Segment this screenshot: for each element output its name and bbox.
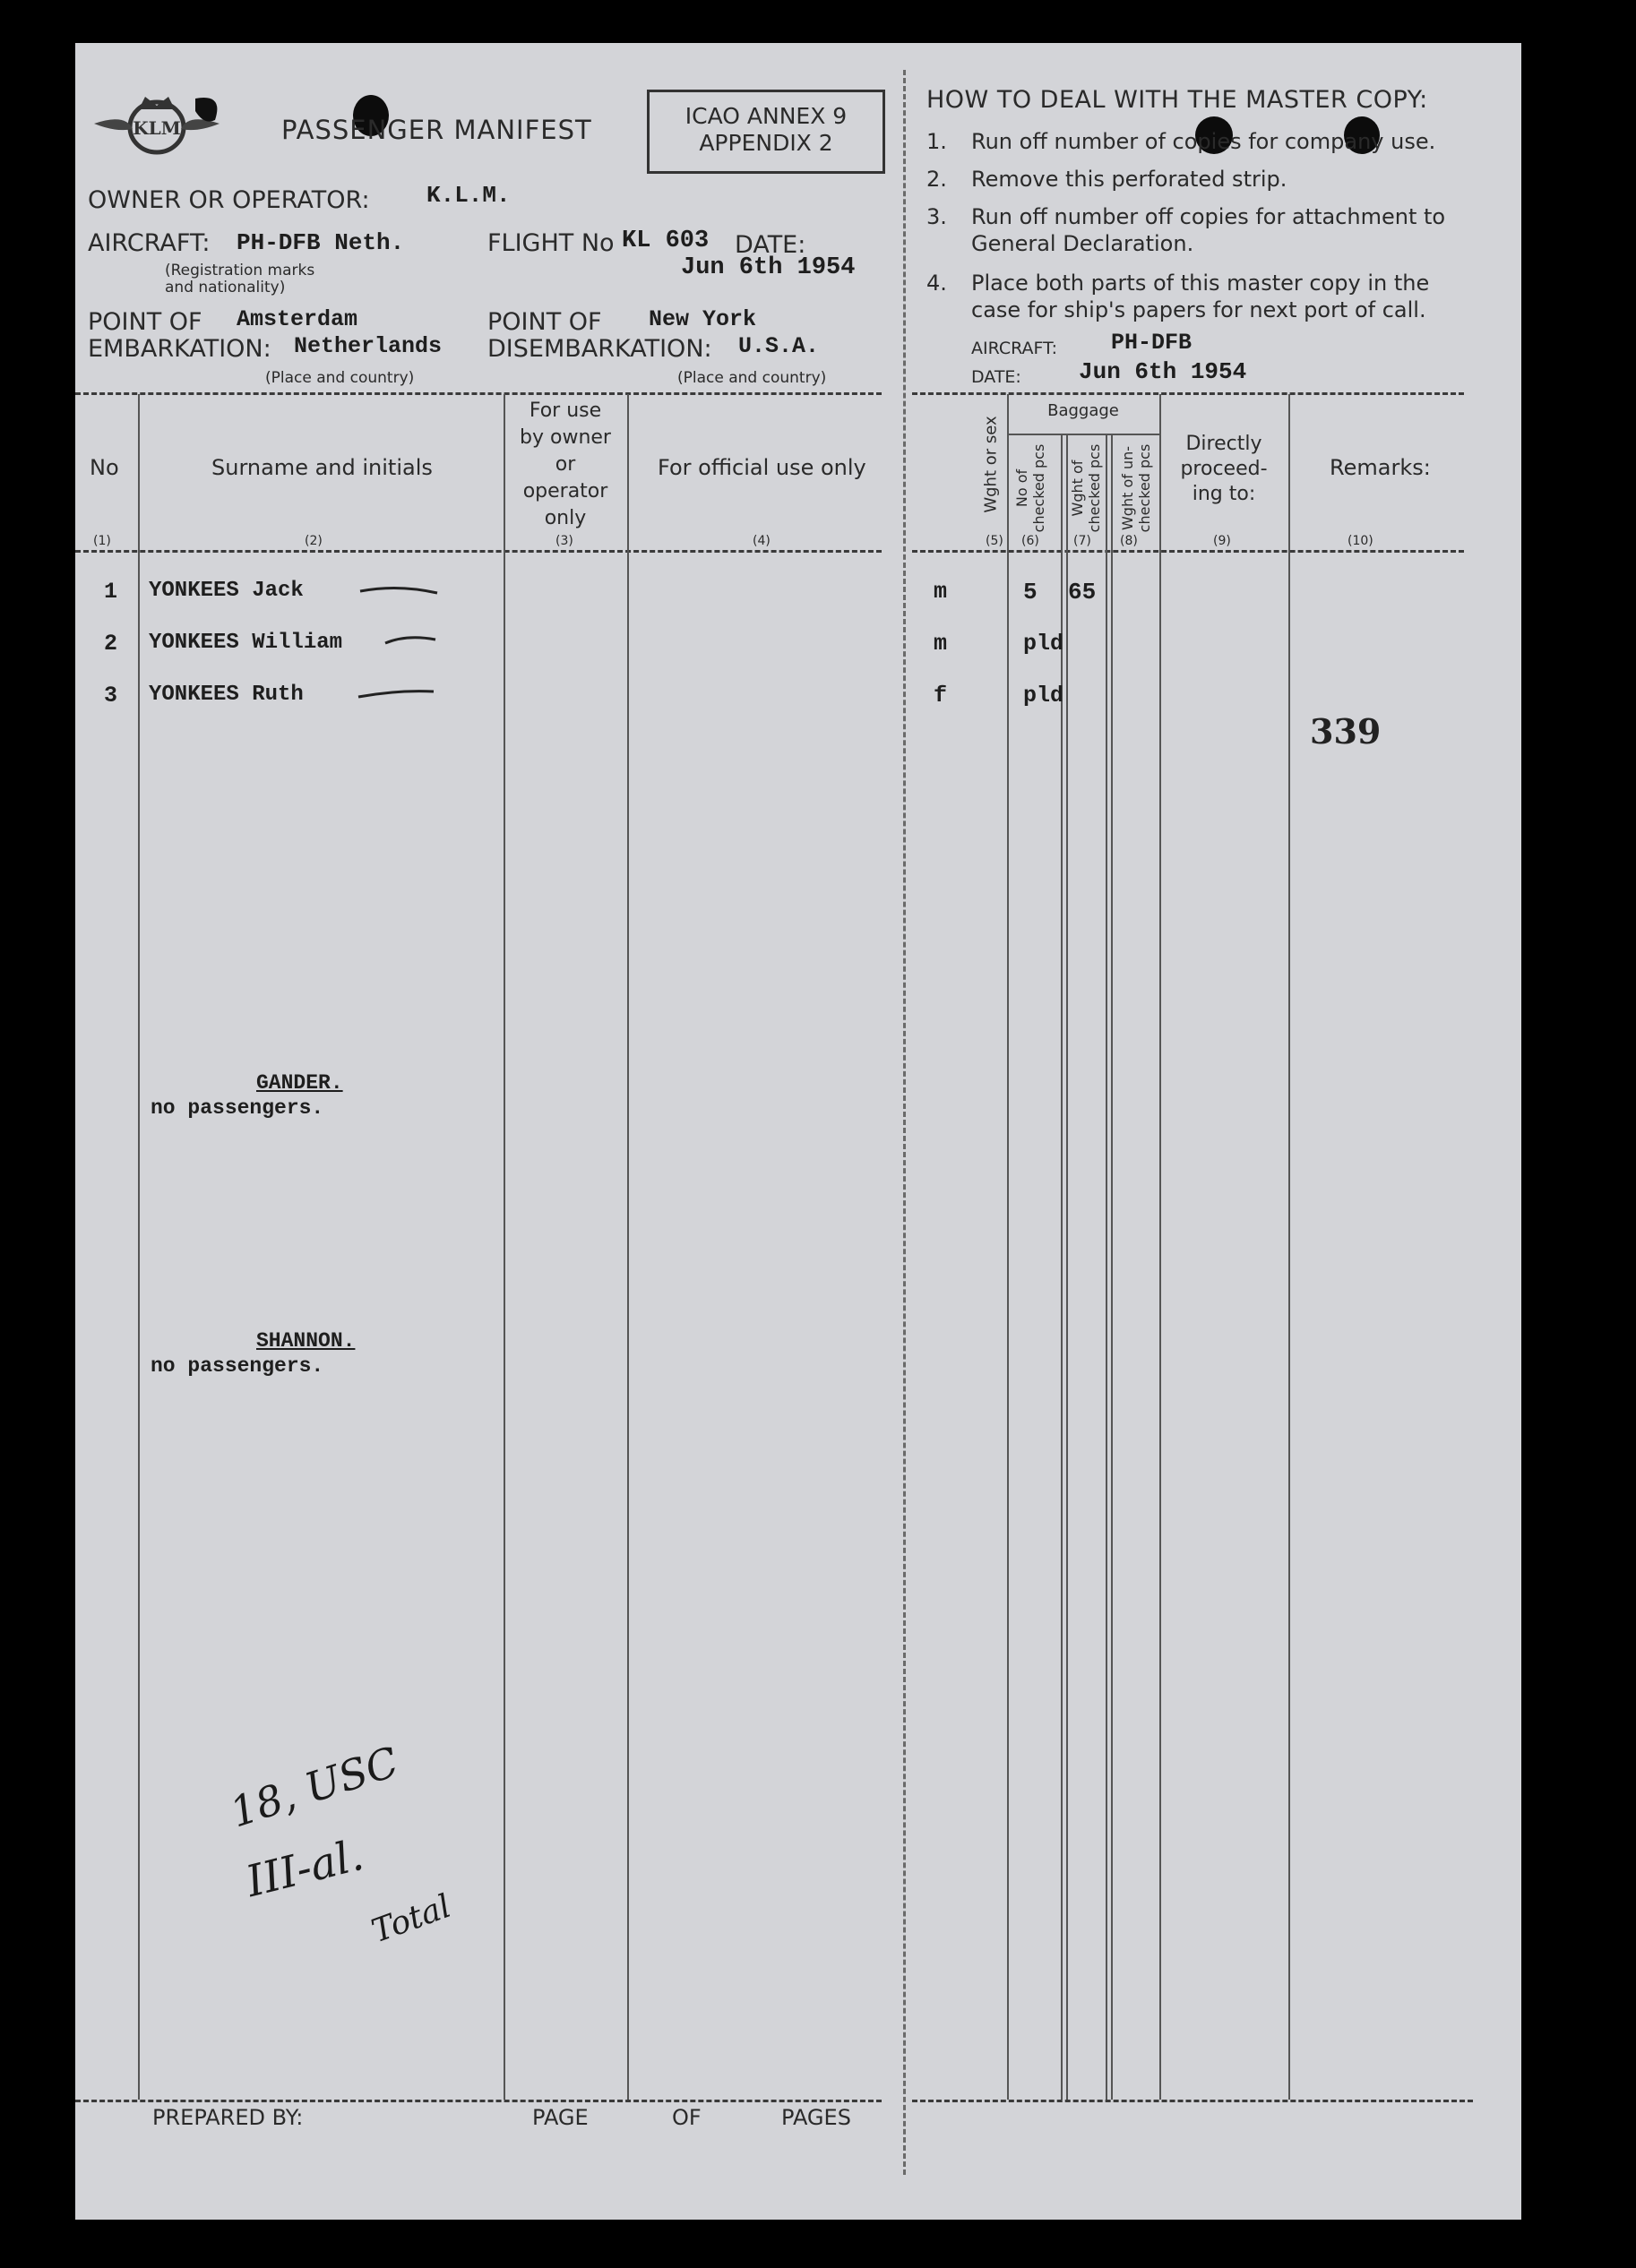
stop-note: no passengers.: [151, 1096, 324, 1120]
master-aircraft-value: PH-DFB: [1111, 330, 1193, 356]
col-number: (1): [93, 534, 111, 548]
col-owner-line: only: [544, 507, 587, 529]
handwritten-note: III-al.: [241, 1829, 369, 1908]
col-number: (3): [555, 534, 573, 548]
header-bottom-rule: [75, 550, 882, 553]
of-label: OF: [672, 2105, 702, 2130]
row-weight: 65: [1068, 579, 1097, 606]
col-directly-line: Directly: [1185, 433, 1262, 455]
row-no: 1: [104, 579, 118, 605]
col-wght-checked-line: Wght of: [1069, 460, 1086, 517]
disembarkation-country: U.S.A.: [738, 333, 820, 359]
col-owner-line: by owner: [520, 426, 611, 449]
prepared-by-label: PREPARED BY:: [152, 2105, 304, 2130]
disembarkation-label: DISEMBARKATION:: [487, 335, 712, 363]
embarkation-city: Amsterdam: [237, 306, 358, 332]
column-divider: [1159, 394, 1161, 2100]
row-sex: m: [934, 579, 948, 605]
col-weight-sex: Wght or sex: [981, 416, 1001, 513]
col-checked-line: checked pcs: [1030, 443, 1047, 533]
flight-value: KL 603: [622, 228, 710, 254]
col-directly-line: ing to:: [1192, 483, 1256, 505]
col-wght-unchecked: [1119, 434, 1153, 542]
col-baggage: Baggage: [1047, 401, 1119, 420]
manifest-page: [75, 43, 1521, 2220]
row-sex: f: [934, 683, 948, 709]
aircraft-note: and nationality): [165, 279, 286, 296]
row-checked-pcs: pld: [1023, 683, 1064, 709]
column-divider: [627, 394, 629, 2100]
handwritten-note: Total: [366, 1887, 456, 1951]
col-number: (5): [986, 534, 1003, 548]
owner-label: OWNER OR OPERATOR:: [88, 186, 370, 214]
date-label: DATE:: [735, 231, 806, 259]
stop-note: no passengers.: [151, 1354, 324, 1378]
stamp-number: 339: [1310, 711, 1382, 752]
place-note: (Place and country): [677, 369, 827, 387]
row-name: YONKEES Jack: [149, 579, 304, 603]
pages-label: PAGES: [781, 2105, 851, 2130]
col-number: (9): [1213, 534, 1231, 548]
svg-text:KLM: KLM: [133, 117, 181, 139]
col-official: For official use only: [658, 455, 866, 480]
aircraft-note: (Registration marks: [165, 262, 315, 279]
embarkation-country: Netherlands: [294, 333, 443, 359]
icao-annex-box: [647, 90, 885, 174]
column-divider: [1066, 434, 1068, 2100]
disembarkation-label: POINT OF: [487, 308, 602, 336]
col-number: (4): [753, 534, 771, 548]
col-owner-line: For use: [529, 399, 602, 422]
instruction-num: 2.: [926, 167, 947, 192]
col-remarks: Remarks:: [1330, 455, 1431, 480]
instruction-text: Run off number off copies for attachment to: [971, 204, 1446, 229]
column-divider: [138, 394, 140, 2100]
owner-value: K.L.M.: [426, 182, 511, 209]
col-wght-unchecked-line: checked pcs: [1136, 443, 1153, 533]
col-number: (6): [1021, 534, 1039, 548]
instructions-heading: HOW TO DEAL WITH THE MASTER COPY:: [926, 86, 1428, 114]
master-date-label: DATE:: [971, 367, 1021, 387]
stop-name: GANDER.: [256, 1071, 343, 1095]
col-number: (2): [305, 534, 323, 548]
column-divider: [1106, 434, 1107, 2100]
row-no: 2: [104, 631, 118, 657]
table-top-rule: [75, 392, 882, 395]
row-checked-pcs: 5: [1023, 579, 1038, 606]
column-divider: [1111, 434, 1113, 2100]
col-number: (7): [1073, 534, 1091, 548]
handwritten-note: 18, USC: [224, 1737, 404, 1837]
footer-rule: [912, 2100, 1473, 2102]
col-wght-checked: [1069, 434, 1103, 542]
col-number: (10): [1348, 534, 1373, 548]
col-wght-unchecked-line: Wght of un-: [1119, 445, 1136, 531]
instruction-text: Remove this perforated strip.: [971, 167, 1287, 192]
header-bottom-rule: [912, 550, 1464, 553]
col-wght-checked-line: checked pcs: [1086, 443, 1103, 533]
instruction-num: 3.: [926, 204, 947, 229]
instruction-text: General Declaration.: [971, 231, 1194, 256]
date-value: Jun 6th 1954: [681, 254, 856, 281]
col-owner-use: [504, 398, 627, 532]
instruction-text: case for ship's papers for next port of call.: [971, 297, 1426, 322]
col-directly: [1159, 432, 1288, 507]
embarkation-label: POINT OF: [88, 308, 202, 336]
instruction-text: Run off number of copies for company use.: [971, 129, 1436, 154]
column-divider: [1007, 394, 1009, 2100]
col-owner-line: operator: [522, 480, 608, 503]
col-number: (8): [1120, 534, 1138, 548]
master-aircraft-label: AIRCRAFT:: [971, 339, 1058, 358]
footer-rule: [75, 2100, 882, 2102]
col-checked-pcs: [1013, 434, 1047, 542]
row-name: YONKEES William: [149, 631, 343, 655]
flight-label: FLIGHT No: [487, 229, 615, 257]
stop-name: SHANNON.: [256, 1329, 356, 1353]
instruction-text: Place both parts of this master copy in the: [971, 271, 1430, 296]
form-title: PASSENGER MANIFEST: [281, 115, 592, 145]
place-note: (Place and country): [265, 369, 415, 387]
column-divider: [504, 394, 505, 2100]
instruction-num: 1.: [926, 129, 947, 154]
klm-crown-logo: [90, 93, 224, 156]
row-sex: m: [934, 631, 948, 657]
col-no: No: [90, 455, 119, 480]
aircraft-value: PH-DFB Neth.: [237, 229, 405, 256]
aircraft-label: AIRCRAFT:: [88, 229, 211, 257]
row-checked-pcs: pld: [1023, 631, 1064, 657]
col-checked-line: No of: [1013, 468, 1030, 508]
master-date-value: Jun 6th 1954: [1079, 358, 1247, 385]
annex-line: ICAO ANNEX 9: [685, 103, 848, 129]
column-divider: [1288, 394, 1290, 2100]
perforation-line: [903, 70, 906, 2175]
table-top-rule: [912, 392, 1464, 395]
appendix-line: APPENDIX 2: [699, 130, 833, 156]
embarkation-label: EMBARKATION:: [88, 335, 271, 363]
instruction-num: 4.: [926, 271, 947, 296]
disembarkation-city: New York: [649, 306, 757, 332]
col-owner-line: or: [555, 453, 576, 476]
col-surname: Surname and initials: [211, 455, 433, 480]
row-no: 3: [104, 683, 118, 709]
row-name: YONKEES Ruth: [149, 683, 304, 707]
col-directly-line: proceed-: [1180, 458, 1268, 480]
name-check-strokes: [353, 580, 478, 715]
page-label: PAGE: [532, 2105, 589, 2130]
